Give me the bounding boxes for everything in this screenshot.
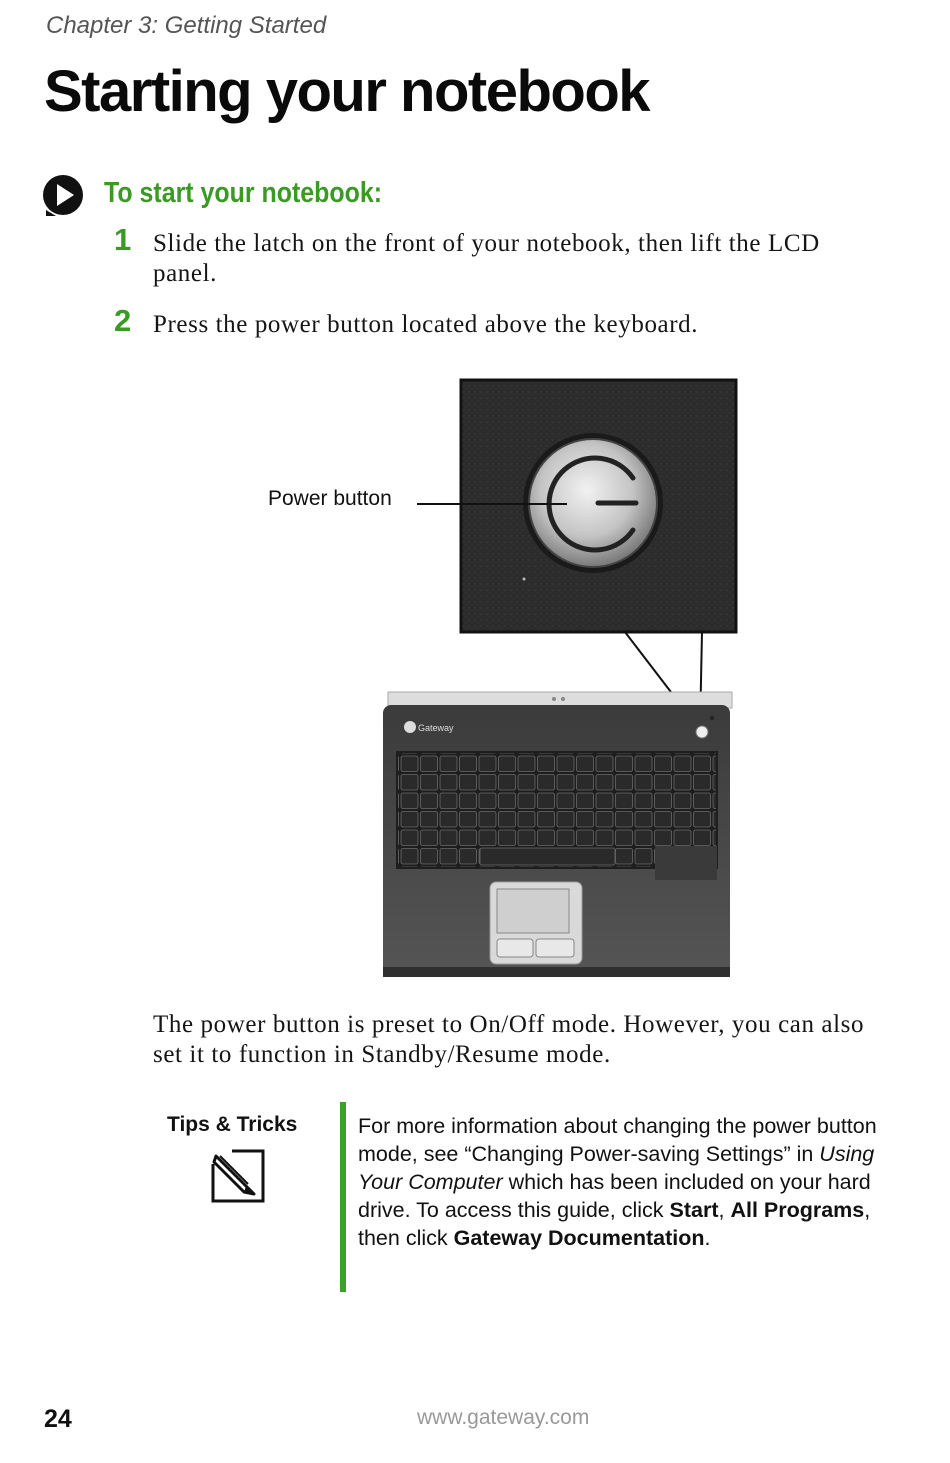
step-text-line: Press the power button located above the keyboard. <box>153 311 699 338</box>
gateway-logo: Gateway <box>418 723 454 733</box>
step-text-line: Slide the latch on the front of your notebook, then lift the LCD <box>153 230 820 257</box>
footer-url: www.gateway.com <box>417 1406 590 1429</box>
body-paragraph-line: The power button is preset to On/Off mode. However, you can also <box>153 1011 865 1038</box>
pencil-note-icon <box>210 1148 268 1206</box>
step-number: 2 <box>114 303 132 338</box>
body-paragraph-line: set it to function in Standby/Resume mode. <box>153 1041 611 1068</box>
power-button-closeup <box>461 380 736 632</box>
notebook-photo <box>383 692 732 977</box>
page-title: Starting your notebook <box>44 59 649 124</box>
procedure-heading: To start your notebook: <box>104 177 383 209</box>
power-button-callout-label: Power button <box>268 487 392 510</box>
tips-text: For more information about changing the power button mode, see “Changing Power-saving Settings” in Using Your Computer which has been included on your hard drive. To access this guide, click Start, All Programs, then click Gateway Documentation. <box>358 1114 877 1250</box>
tips-label: Tips & Tricks <box>167 1113 298 1136</box>
chapter-header: Chapter 3: Getting Started <box>46 12 327 39</box>
page-number: 24 <box>44 1405 72 1433</box>
step-text-line: panel. <box>153 260 217 287</box>
step-number: 1 <box>114 222 132 257</box>
tips-divider <box>340 1102 346 1292</box>
